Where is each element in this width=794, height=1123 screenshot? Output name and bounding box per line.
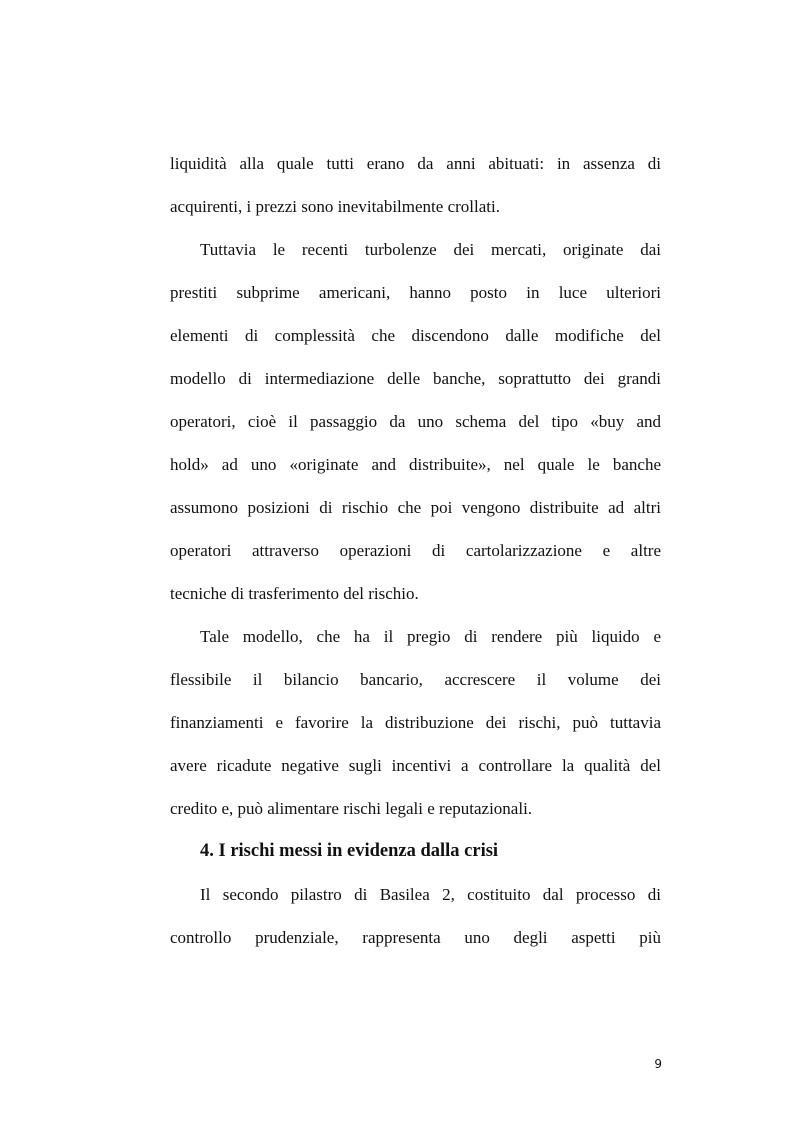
text-line: modello di intermediazione delle banche, soprattutto dei grandi [170, 369, 661, 388]
text-line: Tuttavia le recenti turbolenze dei mercati, originate dai [200, 240, 661, 259]
text-line: prestiti subprime americani, hanno posto in luce ulteriori [170, 283, 661, 302]
text-line: liquidità alla quale tutti erano da anni abituati: in assenza di [170, 154, 661, 173]
section-heading: 4. I rischi messi in evidenza dalla crisi [200, 841, 499, 861]
text-line: tecniche di trasferimento del rischio. [170, 584, 419, 603]
text-line: operatori attraverso operazioni di cartolarizzazione e altre [170, 541, 661, 560]
text-line: credito e, può alimentare rischi legali e reputazionali. [170, 799, 533, 818]
text-line: Il secondo pilastro di Basilea 2, costituito dal processo di [200, 885, 661, 904]
text-line: hold» ad uno «originate and distribuite», nel quale le banche [170, 455, 661, 474]
text-line: finanziamenti e favorire la distribuzione dei rischi, può tuttavia [170, 713, 661, 732]
text-line: assumono posizioni di rischio che poi vengono distribuite ad altri [170, 498, 661, 517]
text-line: controllo prudenziale, rappresenta uno degli aspetti più [170, 928, 661, 947]
text-line: acquirenti, i prezzi sono inevitabilmente crollati. [170, 197, 500, 216]
text-line: Tale modello, che ha il pregio di rendere più liquido e [200, 627, 661, 646]
text-line: flessibile il bilancio bancario, accrescere il volume dei [170, 670, 661, 689]
text-line: elementi di complessità che discendono dalle modifiche del [170, 326, 661, 345]
page-number: 9 [654, 1057, 662, 1071]
text-line: avere ricadute negative sugli incentivi a controllare la qualità del [170, 756, 661, 775]
body-text [170, 142, 661, 959]
text-line: operatori, cioè il passaggio da uno schema del tipo «buy and [170, 412, 661, 431]
